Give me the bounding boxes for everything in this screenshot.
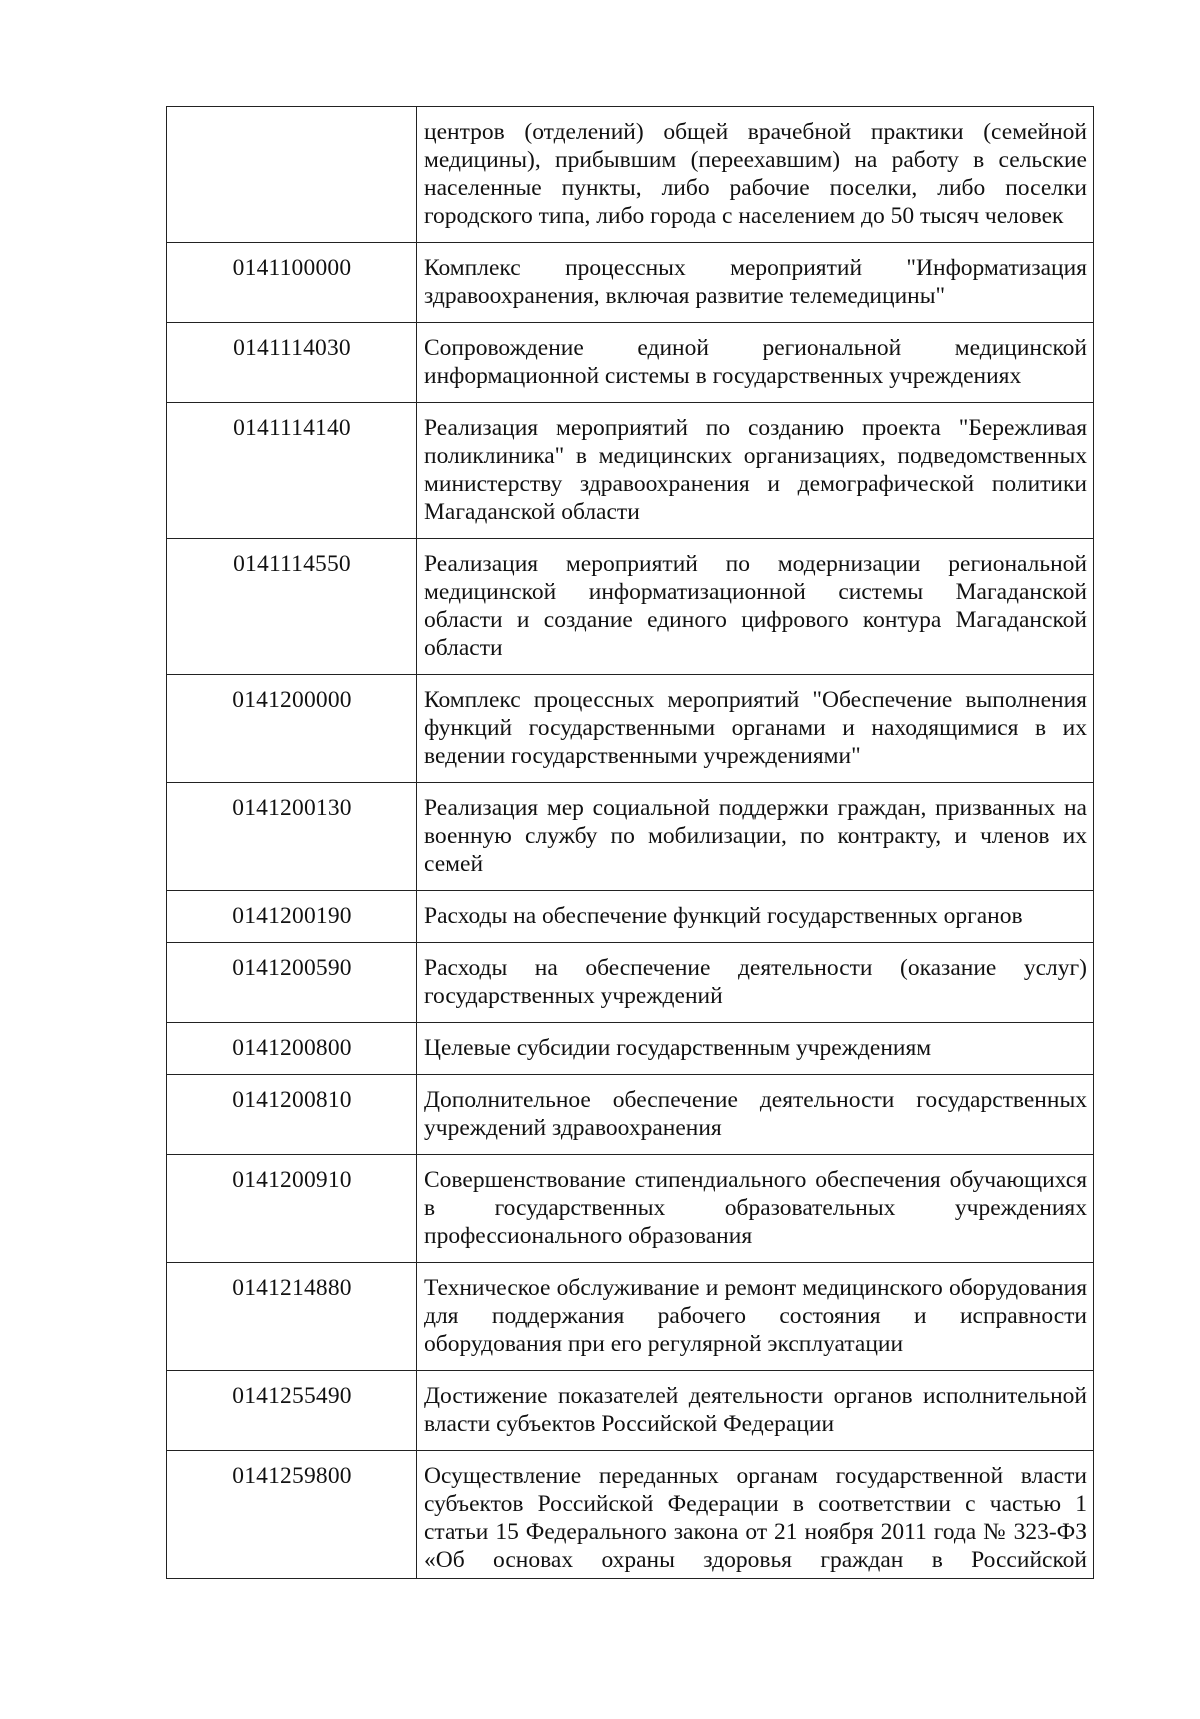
table-row bbox=[167, 323, 1094, 403]
table-row bbox=[167, 1263, 1094, 1371]
table-row bbox=[167, 783, 1094, 891]
description-cell: Расходы на обеспечение функций государственных органов bbox=[417, 891, 1094, 943]
description-cell: Комплекс процессных мероприятий "Обеспечение выполнения функций государственными органами и находящимися в их ведении государственными учреждениями" bbox=[417, 675, 1094, 783]
table-row bbox=[167, 675, 1094, 783]
description-cell: Дополнительное обеспечение деятельности государственных учреждений здравоохранения bbox=[417, 1075, 1094, 1155]
table-row bbox=[167, 1155, 1094, 1263]
description-cell: Осуществление переданных органам государственной власти субъектов Российской Федерации в соответствии с частью 1 статьи 15 Федерального закона от 21 ноября 2011 года № 323-ФЗ «Об основах охраны здоровья граждан в Российской bbox=[417, 1451, 1094, 1579]
code-cell: 0141200590 bbox=[167, 943, 417, 1023]
code-cell: 0141259800 bbox=[167, 1451, 417, 1579]
table-row bbox=[167, 1371, 1094, 1451]
code-cell: 0141200910 bbox=[167, 1155, 417, 1263]
description-cell: центров (отделений) общей врачебной практики (семейной медицины), прибывшим (переехавшим) на работу в сельские населенные пункты, либо рабочие поселки, либо поселки городского типа, либо города с населением до 50 тысяч человек bbox=[417, 107, 1094, 243]
table-row bbox=[167, 403, 1094, 539]
description-cell: Расходы на обеспечение деятельности (оказание услуг) государственных учреждений bbox=[417, 943, 1094, 1023]
code-cell: 0141214880 bbox=[167, 1263, 417, 1371]
table-row bbox=[167, 943, 1094, 1023]
description-cell: Реализация мероприятий по модернизации региональной медицинской информатизационной системы Магаданской области и создание единого цифрового контура Магаданской области bbox=[417, 539, 1094, 675]
table-row bbox=[167, 539, 1094, 675]
table-row bbox=[167, 1451, 1094, 1579]
description-cell: Совершенствование стипендиального обеспечения обучающихся в государственных образовательных учреждениях профессионального образования bbox=[417, 1155, 1094, 1263]
description-cell: Достижение показателей деятельности органов исполнительной власти субъектов Российской Федерации bbox=[417, 1371, 1094, 1451]
description-cell: Реализация мер социальной поддержки граждан, призванных на военную службу по мобилизации, по контракту, и членов их семей bbox=[417, 783, 1094, 891]
code-cell: 0141200810 bbox=[167, 1075, 417, 1155]
code-cell: 0141255490 bbox=[167, 1371, 417, 1451]
code-cell: 0141114140 bbox=[167, 403, 417, 539]
description-cell: Реализация мероприятий по созданию проекта "Бережливая поликлиника" в медицинских организациях, подведомственных министерству здравоохранения и демографической политики Магаданской области bbox=[417, 403, 1094, 539]
description-cell: Целевые субсидии государственным учреждениям bbox=[417, 1023, 1094, 1075]
description-cell: Техническое обслуживание и ремонт медицинского оборудования для поддержания рабочего состояния и исправности оборудования при его регулярной эксплуатации bbox=[417, 1263, 1094, 1371]
description-cell: Сопровождение единой региональной медицинской информационной системы в государственных учреждениях bbox=[417, 323, 1094, 403]
description-cell: Комплекс процессных мероприятий "Информатизация здравоохранения, включая развитие телемедицины" bbox=[417, 243, 1094, 323]
code-cell bbox=[167, 107, 417, 243]
table-row bbox=[167, 107, 1094, 243]
code-cell: 0141200800 bbox=[167, 1023, 417, 1075]
code-cell: 0141114550 bbox=[167, 539, 417, 675]
code-cell: 0141200190 bbox=[167, 891, 417, 943]
budget-codes-table bbox=[166, 106, 1094, 1579]
code-cell: 0141100000 bbox=[167, 243, 417, 323]
table-row bbox=[167, 243, 1094, 323]
code-cell: 0141114030 bbox=[167, 323, 417, 403]
table-row bbox=[167, 891, 1094, 943]
table-row bbox=[167, 1075, 1094, 1155]
table-row bbox=[167, 1023, 1094, 1075]
code-cell: 0141200130 bbox=[167, 783, 417, 891]
code-cell: 0141200000 bbox=[167, 675, 417, 783]
